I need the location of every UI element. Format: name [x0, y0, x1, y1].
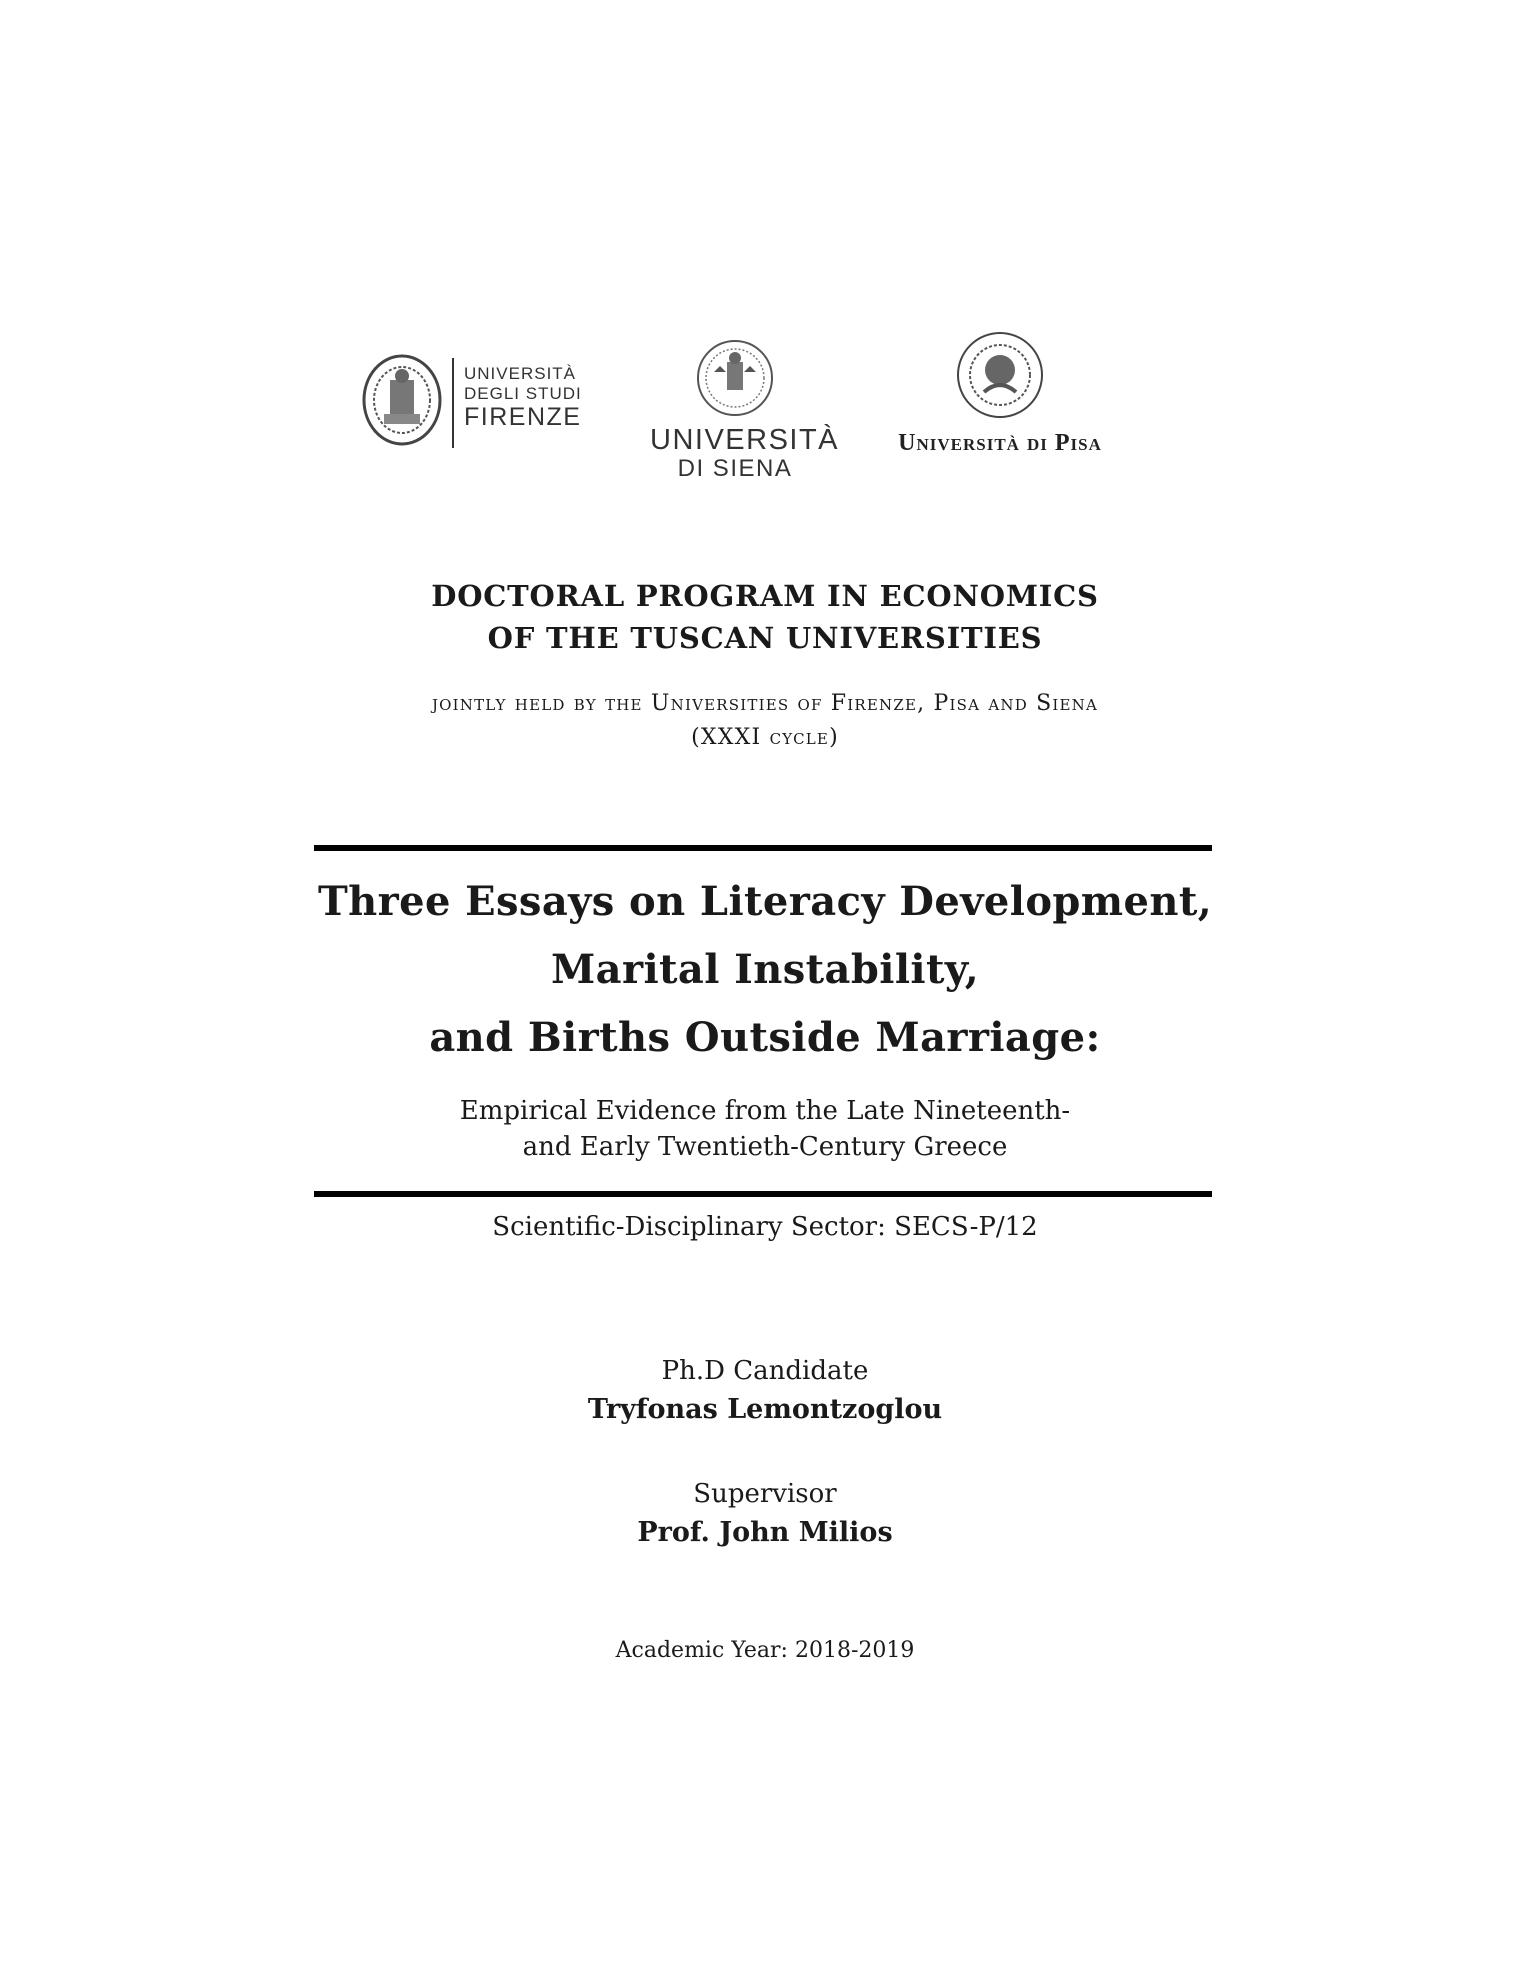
supervisor-label: Supervisor [693, 1479, 837, 1509]
subtitle-line2: and Early Twentieth-Century Greece [522, 1132, 1008, 1162]
pisa-seal-icon [954, 330, 1046, 420]
logo-siena [650, 338, 840, 488]
firenze-seal-icon [360, 352, 444, 448]
title-line3: and Births Outside Marriage: [429, 1014, 1101, 1061]
joint-line2: (XXXI cycle) [691, 725, 839, 750]
program-line1: DOCTORAL PROGRAM IN ECONOMICS [431, 579, 1099, 613]
firenze-logo-line2: DEGLI STUDI [464, 383, 582, 403]
joint-program-note [0, 687, 1530, 755]
supervisor-name: Prof. John Milios [637, 1517, 893, 1548]
firenze-logo-line1: UNIVERSITÀ [464, 364, 577, 383]
bottom-rule [314, 1191, 1212, 1197]
candidate-name: Tryfonas Lemontzoglou [587, 1394, 943, 1425]
siena-seal-icon [690, 338, 780, 418]
joint-line1: jointly held by the Universities of Firenze, Pisa and Siena [431, 691, 1099, 716]
logo-divider [452, 358, 454, 448]
program-line2: OF THE TUSCAN UNIVERSITIES [487, 621, 1043, 655]
disciplinary-sector: Scientific-Disciplinary Sector: SECS-P/12 [492, 1212, 1038, 1242]
firenze-logo-line3: FIRENZE [464, 403, 582, 432]
subtitle-line1: Empirical Evidence from the Late Nineteenth- [459, 1096, 1071, 1126]
siena-logo-line1: UNIVERSITÀ [650, 424, 840, 456]
university-logos [0, 330, 1530, 490]
thesis-title [0, 868, 1530, 1072]
thesis-subtitle [0, 1093, 1530, 1165]
logo-pisa [880, 330, 1120, 460]
siena-logo-line2: DI SIENA [677, 455, 793, 482]
pisa-logo-text: Università di Pisa [898, 430, 1102, 456]
academic-year: Academic Year: 2018-2019 [615, 1638, 915, 1663]
candidate-label: Ph.D Candidate [661, 1356, 869, 1386]
doctoral-program [0, 575, 1530, 659]
title-line2: Marital Instability, [550, 946, 980, 993]
logo-firenze [360, 352, 590, 452]
title-line1: Three Essays on Literacy Development, [317, 878, 1213, 925]
top-rule [314, 845, 1212, 851]
